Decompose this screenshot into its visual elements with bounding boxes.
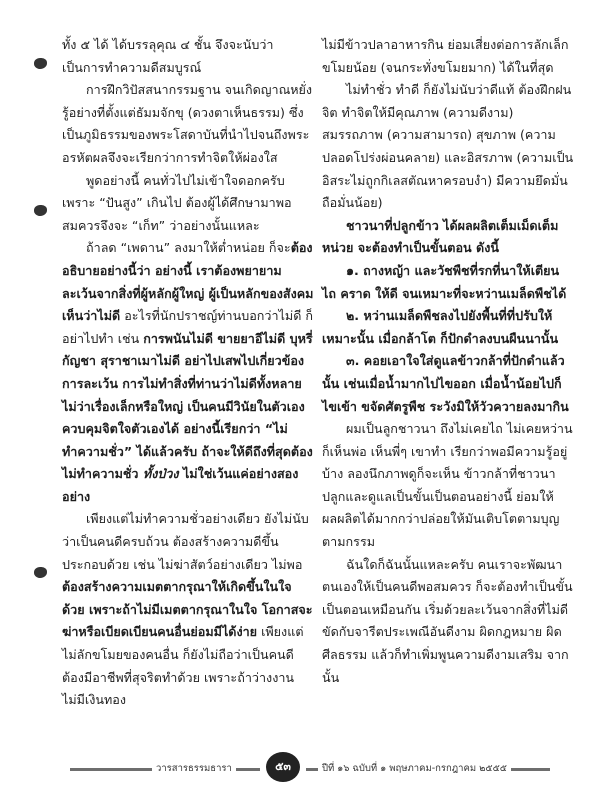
bold-text: ต้องอธิบายอย่างนี้ว่า อย่างนี้ เราต้องพยายามละเว้นจากสิ่งที่ผู้หลักผู้ใหญ่ ผู้เป็นหลักของสังคมเห็นว่าไม่ดี [62, 240, 314, 324]
list-item: ๒. หว่านเมล็ดพืชลงไปยังพื้นที่ที่ปรับให้เหมาะนั้น เมื่อกล้าโต ก็ปักดำลงบนผืนนานั้น [322, 308, 559, 346]
paragraph: ไม่ทำชั่ว ทำดี ก็ยังไม่นับว่าดีแท้ ต้องฝึกฝนจิต ทำจิตให้มีคุณภาพ (ความดีงาม) สมรรถภาพ (ความสามารถ) สุขภาพ (ความปลอดโปร่งผ่อนคลาย) และอิสรภาพ (ความเป็นอิสระไม่ถูกกิเลสตัณหาครอบงำ) มีความยึดมั่นถือมั่นน้อย) [322, 82, 574, 211]
text-run: อะไรที่นักปราชญ์ท่านบอกว่าไม่ดี ก็อย่าไปทำ เช่น [62, 308, 314, 346]
bold-italic-text: ทั้งป่วง [142, 466, 179, 482]
paragraph: การฝึกวิปัสสนากรรมฐาน จนเกิดญาณหยั่งรู้อย่างที่ตั้งแต่ธัมมจักขุ (ดวงตาเห็นธรรม) ซึ่งเป็นภูมิธรรมของพระโสดาบันที่นำไปจนถึงพระอรหัตผลจึงจะเรียกว่าการทำจิตให้ผ่องใส [62, 82, 313, 165]
paragraph: ชาวนาที่ปลูกข้าว ได้ผลผลิตเต็มเม็ดเต็มหน่วย จะต้องทำเป็นขั้นตอน ดังนี้ [322, 217, 559, 256]
issue-info: ปีที่ ๑๖ ฉบับที่ ๑ พฤษภาคม-กรกฎาคม ๒๕๕๕ [318, 761, 511, 776]
journal-title: วารสารธรรมธารา [152, 761, 236, 776]
punch-hole-icon [34, 58, 47, 69]
right-column [322, 34, 574, 689]
paragraph [62, 237, 314, 508]
list-item: ๑. ถางหญ้า และวัชพืชที่รกที่นาให้เตียน ไถ คราด ให้ดี จนเหมาะที่จะหว่านเมล็ดพืชได้ [322, 262, 567, 301]
text-run: เพียงแต่ไม่ลักขโมยของคนอื่น ก็ยังไม่ถือว่าเป็นคนดี ต้องมีอาชีพที่สุจริตทำด้วย เพราะถ้าว่างงานไม่มีเงินทอง [62, 624, 304, 708]
paragraph: ไม่มีข้าวปลาอาหารกิน ย่อมเสี่ยงต่อการลักเล็กขโมยน้อย (จนกระทั่งขโมยมาก) ได้ในที่สุด [322, 37, 569, 75]
paragraph: ทั้ง ๕ ได้ ได้บรรลุคุณ ๔ ชั้น จึงจะนับว่าเป็นการทำความดีสมบูรณ์ [62, 37, 274, 75]
paragraph: ฉันใดก็ฉันนั้นแหละครับ คนเราจะพัฒนาตนเองให้เป็นคนดีพอสมควร ก็จะต้องทำเป็นขั้นเป็นตอนเหมือนกัน เริ่มด้วยละเว้นจากสิ่งที่ไม่ดี ขัดกับจารีตประเพณีอันดีงาม ผิดกฎหมาย ผิดศีลธรรม แล้วก็ทำเพิ่มพูนความดีงามเสริม จากนั้น [322, 556, 573, 685]
punch-hole-icon [34, 567, 47, 578]
paragraph: พูดอย่างนี้ คนทั่วไปไม่เข้าใจดอกครับ เพราะ “ปันสูง” เกินไป ต้องผู้ได้ศึกษามาพอสมควรจึงจะ “เก็ท” ว่าอย่างนั้นแหละ [62, 172, 292, 233]
left-column [62, 34, 314, 712]
bold-text: การพนันไม่ดี ขายยาอีไม่ดี บุหรี่ กัญชา สุราชาเมาไม่ดี อย่าไปเสพไปเกี่ยวข้อง การละเว้น การไม่ทำสิ่งที่ท่านว่าไม่ดีทั้งหลาย ไม่ว่าเรื่องเล็กหรือใหญ่ เป็นคนมีวินัยในตัวเอง ควบคุมจิตใจตัวเองได้ อย่างนี้เรียกว่า “ไม่ทำความชั่ว” ได้แล้วครับ ถ้าจะให้ดีถึงที่สุดต้องไม่ทำความชั่ว [62, 330, 313, 482]
page-number: ๕๓ [266, 752, 300, 782]
paragraph [62, 508, 314, 711]
page-footer [70, 752, 550, 782]
text-run: ถ้าลด “เพดาน” ลงมาให้ต่ำหน่อย ก็จะ [86, 240, 291, 256]
paragraph: ผมเป็นลูกชาวนา ถึงไม่เคยไถ ไม่เคยหว่านก็เห็นพ่อ เห็นพี่ๆ เขาทำ เรียกว่าพอมีความรู้อยู่บ้าง ลองนึกภาพดูก็จะเห็น ข้าวกล้าที่ชาวนาปลูกและดูแลเป็นขั้นเป็นตอนอย่างนี้ ย่อมให้ผลผลิตได้มากกว่าปล่อยให้มันเติบโตตามบุญตามกรรม [322, 421, 573, 550]
bold-text: ต้องสร้างความเมตตากรุณาให้เกิดขึ้นในใจด้วย เพราะถ้าไม่มีเมตตากรุณาในใจ โอกาสจะฆ่าหรือเบียดเบียนคนอื่นย่อมมีได้ง่าย [62, 579, 313, 640]
bold-text: ไม่ใช่เว้นแค่อย่างสองอย่าง [62, 466, 299, 504]
punch-hole-icon [34, 205, 47, 216]
list-item: ๓. คอยเอาใจใส่ดูแลข้าวกล้าที่ปักดำแล้วนั้น เช่นเมื่อน้ำมากไปไขออก เมื่อน้ำน้อยไปก็ไขเข้า ขจัดศัตรูพืช ระวังมิให้วัวควายลงมากิน [322, 353, 569, 414]
text-run: เพียงแต่ไม่ทำความชั่วอย่างเดียว ยังไม่นับว่าเป็นคนดีครบถ้วน ต้องสร้างความดีขึ้นประกอบด้วย เช่น ไม่ฆ่าสัตว์อย่างเดียว ไม่พอ [62, 511, 309, 572]
